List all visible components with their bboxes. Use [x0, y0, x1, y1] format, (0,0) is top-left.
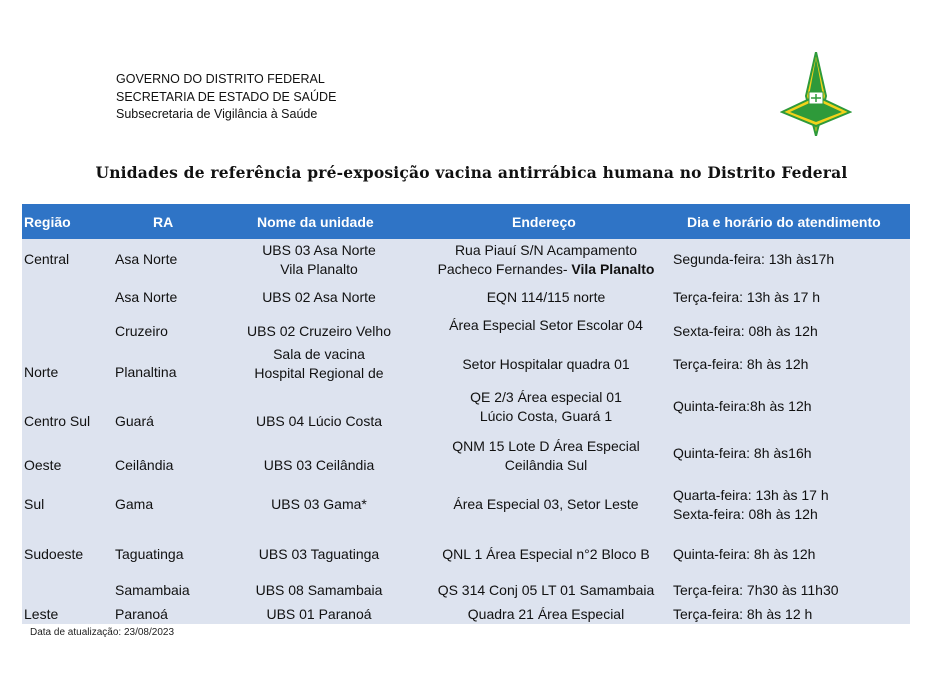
- cell-ra: Planaltina: [115, 364, 177, 380]
- gdf-logo-icon: [780, 52, 852, 136]
- cell-unidade-line: Vila Planalto: [280, 260, 358, 277]
- cell-unidade: UBS 03 Taguatinga: [258, 546, 380, 562]
- cell-ra: Ceilândia: [115, 457, 174, 473]
- cell-unidade: [229, 345, 409, 382]
- cell-horario: Sexta-feira: 08h às 12h: [673, 323, 818, 339]
- cell-endereco: [416, 388, 676, 425]
- cell-horario: Terça-feira: 13h às 17 h: [673, 289, 821, 305]
- institution-header: [116, 71, 336, 124]
- cell-endereco-line: Ceilândia Sul: [504, 456, 588, 473]
- cell-endereco-line: QNM 15 Lote D Área Especial: [452, 438, 640, 454]
- cell-unidade: UBS 01 Paranoá: [266, 606, 372, 622]
- cell-unidade-line: Hospital Regional de: [254, 364, 384, 381]
- units-table: [22, 204, 910, 624]
- cell-unidade: UBS 02 Asa Norte: [262, 289, 376, 305]
- cell-endereco-bold: Vila Planalto: [571, 260, 655, 277]
- page-title: Unidades de referência pré-exposição vacina antirrábica humana no Distrito Federal: [95, 163, 848, 182]
- col-regiao: Região: [24, 214, 71, 230]
- cell-unidade: UBS 04 Lúcio Costa: [255, 413, 383, 429]
- cell-ra: Samambaia: [115, 582, 190, 598]
- cell-regiao: Centro Sul: [24, 413, 91, 429]
- cell-horario: Terça-feira: 8h às 12 h: [673, 606, 813, 622]
- cell-horario: [673, 486, 829, 523]
- header-line-1: GOVERNO DO DISTRITO FEDERAL: [116, 72, 325, 86]
- cell-endereco: Área Especial 03, Setor Leste: [453, 496, 639, 512]
- cell-horario-line: Sexta-feira: 08h às 12h: [673, 505, 818, 522]
- cell-endereco: Setor Hospitalar quadra 01: [462, 356, 630, 372]
- header-line-2: SECRETARIA DE ESTADO DE SAÚDE: [116, 89, 337, 104]
- cell-horario: Terça-feira: 7h30 às 11h30: [673, 582, 839, 598]
- cell-ra: Taguatinga: [115, 546, 184, 562]
- cell-endereco-line: Rua Piauí S/N Acampamento: [454, 242, 638, 258]
- cell-endereco: QNL 1 Área Especial n°2 Bloco B: [442, 546, 650, 562]
- cell-endereco: EQN 114/115 norte: [486, 289, 606, 305]
- col-unidade: Nome da unidade: [257, 214, 374, 230]
- cell-unidade: UBS 03 Ceilândia: [263, 457, 375, 473]
- cell-endereco: QS 314 Conj 05 LT 01 Samambaia: [437, 582, 655, 598]
- cell-unidade-line: UBS 03 Asa Norte: [262, 242, 376, 258]
- col-ra: RA: [153, 214, 174, 230]
- cell-regiao: Leste: [24, 606, 59, 622]
- cell-horario-line: Quarta-feira: 13h às 17 h: [673, 487, 829, 503]
- col-horario: Dia e horário do atendimento: [687, 214, 881, 230]
- cell-endereco-text: Pacheco Fernandes-: [437, 260, 572, 277]
- cell-endereco-line: [416, 260, 676, 279]
- cell-horario: Terça-feira: 8h às 12h: [673, 356, 809, 372]
- cell-horario: Quinta-feira:8h às 12h: [673, 398, 812, 414]
- cell-endereco-line: Lúcio Costa, Guará 1: [479, 407, 613, 424]
- cell-horario: Segunda-feira: 13h às17h: [673, 251, 835, 267]
- cell-ra: Gama: [115, 496, 154, 512]
- cell-horario: Quinta-feira: 8h às 12h: [673, 546, 816, 562]
- cell-ra: Paranoá: [115, 606, 168, 622]
- cell-endereco-line: QE 2/3 Área especial 01: [470, 389, 622, 405]
- cell-regiao: Sudoeste: [24, 546, 84, 562]
- cell-unidade: UBS 03 Gama*: [271, 496, 367, 512]
- cell-regiao: Norte: [24, 364, 59, 380]
- cell-unidade-line: Sala de vacina: [273, 346, 365, 362]
- cell-regiao: Central: [24, 251, 70, 267]
- cell-endereco: Área Especial Setor Escolar 04: [449, 317, 643, 333]
- cell-endereco: [416, 241, 676, 278]
- cell-ra: Asa Norte: [115, 289, 178, 305]
- header-line-3: Subsecretaria de Vigilância à Saúde: [116, 107, 318, 121]
- cell-regiao: Sul: [24, 496, 45, 512]
- cell-endereco: [416, 437, 676, 474]
- cell-unidade: UBS 08 Samambaia: [255, 582, 383, 598]
- col-endereco: Endereço: [512, 214, 576, 230]
- update-date: Data de atualização: 23/08/2023: [30, 627, 174, 638]
- cell-endereco: Quadra 21 Área Especial: [467, 606, 625, 622]
- cell-ra: Cruzeiro: [115, 323, 168, 339]
- cell-unidade: [229, 241, 409, 278]
- cell-ra: Asa Norte: [115, 251, 178, 267]
- cell-horario: Quinta-feira: 8h às16h: [673, 445, 812, 461]
- cell-regiao: Oeste: [24, 457, 62, 473]
- table-header: [22, 204, 910, 239]
- cell-unidade: UBS 02 Cruzeiro Velho: [247, 323, 391, 339]
- cell-ra: Guará: [115, 413, 154, 429]
